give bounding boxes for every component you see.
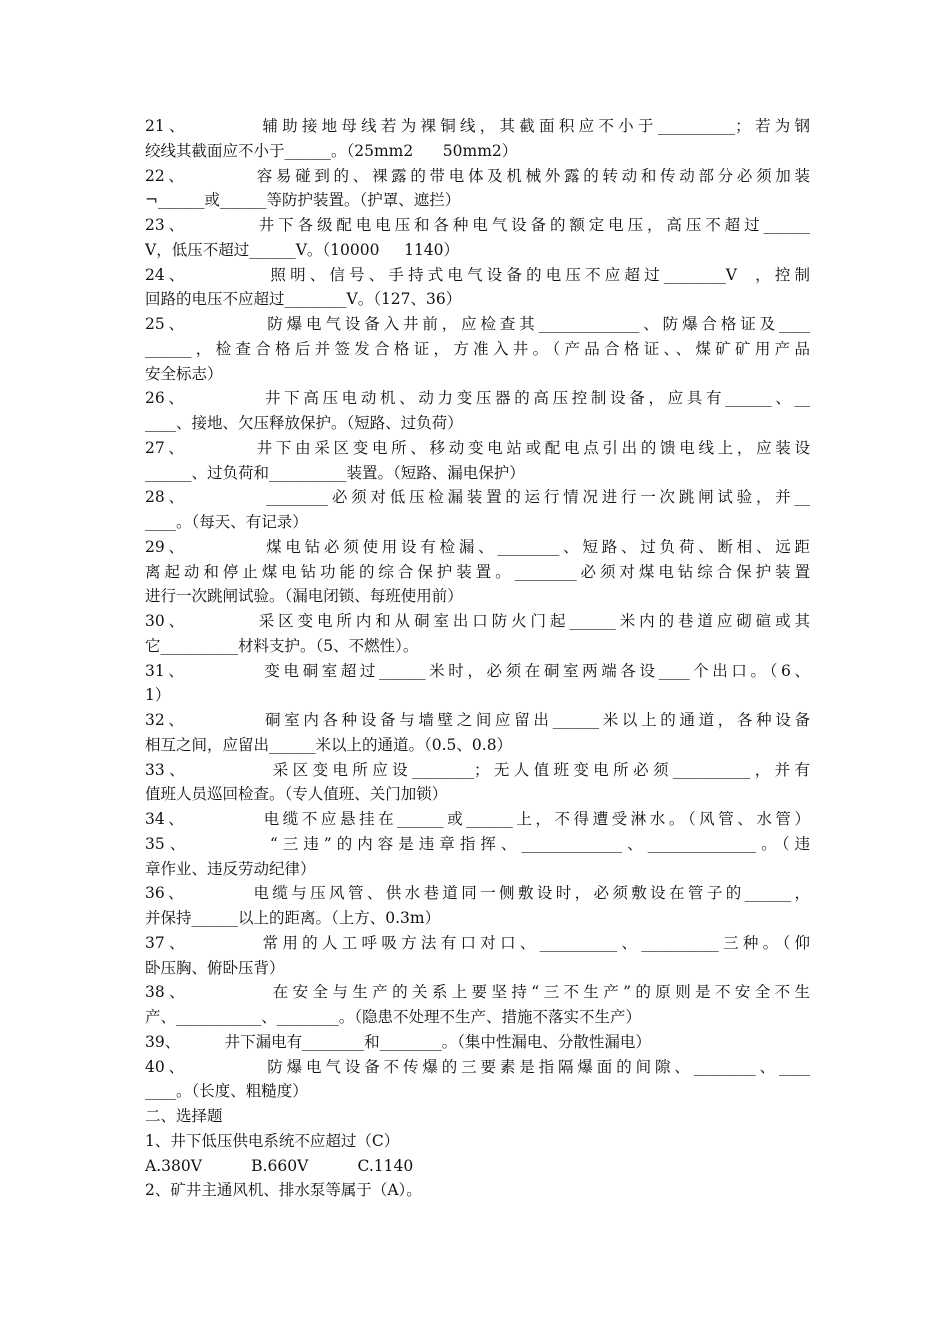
text-line: ____、接地、欠压释放保护。（短路、过负荷）	[145, 414, 463, 432]
text-line: 33、 采区变电所应设________；无人值班变电所必须__________，并有	[145, 760, 810, 779]
text-line: 章作业、违反劳动纪律）	[145, 859, 316, 878]
text-line: 二、选择题	[145, 1107, 223, 1125]
text-line: V，低压不超过______V。（10000 1140）	[145, 240, 460, 259]
text-line: ¬______或______等防护装置。（护罩、遮拦）	[145, 191, 461, 210]
text-line: 相互之间，应留出______米以上的通道。（0.5、0.8）	[145, 735, 513, 754]
text-line: 24、 照明、信号、手持式电气设备的电压不应超过________V ，控制	[145, 265, 810, 284]
text-line: 回路的电压不应超过________V。（127、36）	[145, 290, 462, 309]
text-line: 26、 井下高压电动机、动力变压器的高压控制设备，应具有______、__	[145, 389, 810, 408]
text-line: 29、 煤电钻必须使用设有检漏、________、短路、过负荷、断相、远距	[145, 537, 810, 556]
text-line: 离起动和停止煤电钻功能的综合保护装置。________必须对煤电钻综合保护装置	[145, 562, 810, 581]
text-line: 38、 在安全与生产的关系上要坚持“三不生产”的原则是不安全不生	[145, 983, 810, 1002]
text-line: 40、 防爆电气设备不传爆的三要素是指隔爆面的间隙、________、____	[145, 1057, 810, 1076]
text-line: 它__________材料支护。（5、不燃性）。	[145, 636, 419, 655]
text-line: ______，检查合格后并签发合格证，方准入井。（产品合格证、、煤矿矿用产品	[145, 339, 810, 358]
text-line: 28、 ________必须对低压检漏装置的运行情况进行一次跳闸试验，并__	[145, 488, 810, 507]
text-line: A.380V B.660V C.1140	[145, 1156, 414, 1175]
text-line: 31、 变电硐室超过______米时，必须在硐室两端各设____个出口。（6、	[145, 661, 810, 680]
text-line: 产、___________、________。（隐患不处理不生产、措施不落实不生产）	[145, 1008, 642, 1026]
text-line: 21、 辅助接地母线若为裸铜线，其截面积应不小于__________；若为钢	[145, 117, 810, 135]
text-line: 35、 “三违”的内容是违章指挥、_____________、______________。（违	[145, 834, 810, 853]
text-line: 36、 电缆与压风管、供水巷道同一侧敷设时，必须敷设在管子的______，	[145, 884, 810, 903]
text-line: 30、 采区变电所内和从硐室出口防火门起______米内的巷道应砌碹或其	[145, 612, 810, 630]
text-line: 37、 常用的人工呼吸方法有口对口、__________、__________三种。（仰	[145, 933, 810, 952]
text-line: 22、 容易碰到的、裸露的带电体及机械外露的转动和传动部分必须加装	[145, 166, 810, 185]
text-line: 23、 井下各级配电电压和各种电气设备的额定电压，高压不超过______	[145, 216, 810, 234]
text-line: 绞线其截面应不小于______。（25mm2 50mm2）	[145, 141, 518, 160]
text-line: 安全标志）	[145, 364, 223, 383]
text-line: ____。（长度、粗糙度）	[145, 1082, 308, 1101]
text-line: 并保持______以上的距离。（上方、0.3m）	[145, 909, 441, 927]
text-line: 2、矿井主通风机、排水泵等属于（A）。	[145, 1181, 422, 1200]
text-line: 25、 防爆电气设备入井前，应检查其_____________、防爆合格证及____	[145, 315, 810, 333]
text-line: 1）	[145, 686, 171, 705]
text-line: ____。（每天、有记录）	[145, 513, 308, 531]
text-line: 1、井下低压供电系统不应超过（C）	[145, 1131, 400, 1150]
text-line: 39、 井下漏电有________和________。（集中性漏电、分散性漏电）	[145, 1032, 651, 1051]
text-line: 值班人员巡回检查。（专人值班、关门加锁）	[145, 785, 448, 804]
text-line: 34、 电缆不应悬挂在______或______上，不得遭受淋水。（风管、水管）	[145, 810, 810, 828]
text-line: 卧压胸、俯卧压背）	[145, 958, 285, 977]
document-body	[145, 114, 810, 1203]
text-line: 32、 硐室内各种设备与墙壁之间应留出______米以上的通道，各种设备	[145, 711, 810, 729]
text-line: 27、 井下由采区变电所、移动变电站或配电点引出的馈电线上，应装设	[145, 438, 810, 457]
text-line: 进行一次跳闸试验。（漏电闭锁、每班使用前）	[145, 587, 463, 606]
text-line: ______、过负荷和__________装置。（短路、漏电保护）	[145, 463, 525, 482]
